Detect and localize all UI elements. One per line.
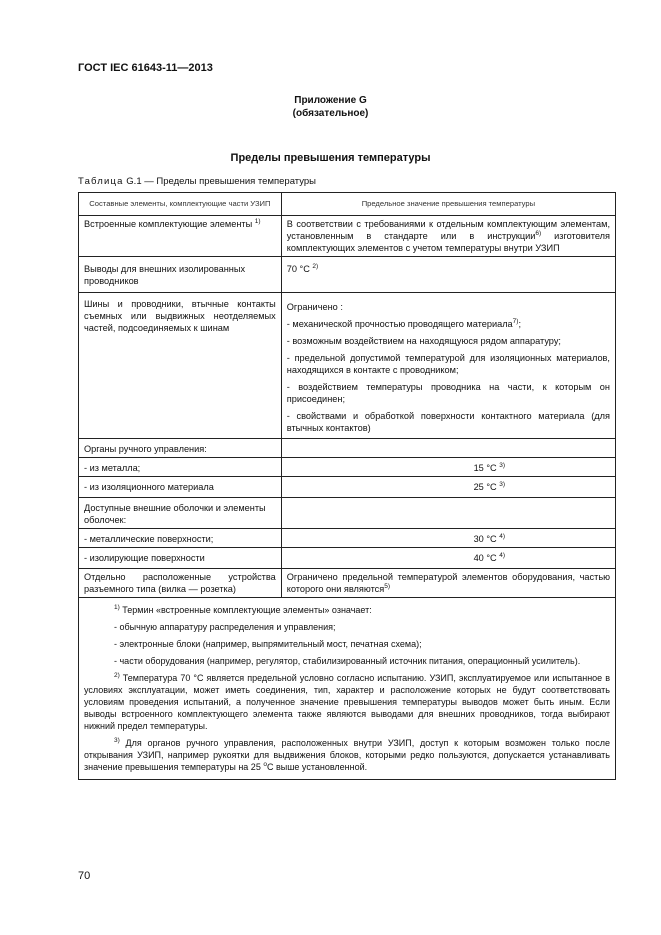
cell-text: - из металла; — [84, 463, 141, 473]
cell-text: Органы ручного управления: — [84, 444, 207, 454]
list-item: - свойствами и обработкой поверхности контактного материала (для втычных контактов) — [286, 411, 610, 433]
table-row — [79, 293, 616, 439]
table-cell — [79, 548, 282, 569]
table-header-row — [79, 193, 616, 216]
footnote-ref: 4) — [499, 532, 505, 540]
table-cell — [79, 216, 282, 257]
table-cell — [281, 439, 615, 458]
table-cell — [281, 477, 615, 498]
table-notes-row — [79, 598, 616, 780]
cell-text: - из изоляционного материала — [84, 482, 214, 492]
table-cell — [281, 529, 615, 548]
column-header-limit: Предельное значение превышения температуры — [281, 193, 615, 216]
cell-text: Ограничено : — [286, 302, 343, 312]
footnote-ref: 6) — [535, 229, 542, 237]
footnote-ref: 4) — [499, 551, 505, 559]
table-cell — [79, 439, 282, 458]
table-cell — [79, 529, 282, 548]
table-cell — [281, 458, 615, 477]
note-1-item: - обычную аппаратуру распределения и управления; — [114, 622, 336, 632]
table-notes — [79, 598, 616, 780]
cell-text: Выводы для внешних изолированных проводников — [84, 264, 246, 286]
table-cell — [281, 498, 615, 529]
cell-text: 70 °С — [286, 264, 310, 274]
table-cell — [281, 569, 615, 598]
table-cell — [79, 498, 282, 529]
table-row — [79, 548, 616, 569]
list-item: - предельной допустимой температурой для изоляционных материалов, находящихся в контакте с проводником; — [286, 353, 610, 375]
note-1: $^{1)}$ Термин «встроенные комплектующие элементы» означает: — [114, 604, 372, 615]
section-title: Пределы превышения температуры — [230, 152, 431, 164]
table-row — [79, 458, 616, 477]
footnote-ref: 3) — [499, 461, 505, 469]
cell-text: изготовителя комплектующих элементов с учетом температуры внутри УЗИП — [286, 231, 610, 253]
table-caption-text: — Пределы превышения температуры — [141, 176, 316, 187]
footnote-ref: 1) — [254, 217, 261, 225]
note-2: $^{2)}$ Температура 70 °С является предельной условно согласно испытанию. УЗИП, эксплуатируемое или испытанное в условиях эксплуатации, может иметь соединения, тип, характер и расположение которых не будут соответствовать условиям проведения испытаний, а полученное значение превышения температуры выводов может быть иным. Если выводы встроенного комплектующего элемента также являются выводами для внешних проводников, тогда выбирают нижний предел температуры. — [84, 672, 610, 731]
table-cell — [79, 293, 282, 439]
table-row — [79, 439, 616, 458]
cell-text: Шины и проводники, втычные контакты съемных или выдвижных неотделяемых частей, подсоединяемых к шинам — [84, 299, 276, 333]
document-code: ГОСТ IEC 61643-11—2013 — [78, 62, 213, 74]
cell-text: Ограничено предельной температурой элементов оборудования, частью которого они являются — [286, 572, 610, 594]
table-row — [79, 477, 616, 498]
cell-text: Встроенные комплектующие элементы — [84, 219, 253, 229]
table-row — [79, 216, 616, 257]
cell-value: 30 °С — [473, 534, 497, 544]
cell-value: 15 °С — [473, 463, 497, 473]
cell-text: - металлические поверхности; — [84, 534, 214, 544]
table-cell — [79, 477, 282, 498]
table-cell — [281, 548, 615, 569]
note-1-item: - части оборудования (например, регулятор, стабилизированный источник питания, операционный усилитель). — [114, 656, 581, 666]
appendix-heading — [0, 94, 661, 120]
list-item: - механической прочностью проводящего материала$^{7)}$; — [286, 317, 522, 329]
table-cell — [79, 458, 282, 477]
table-row — [79, 569, 616, 598]
cell-value: 25 °С — [473, 482, 497, 492]
column-header-components: Составные элементы, комплектующие части УЗИП — [79, 193, 282, 216]
table-cell — [281, 293, 615, 439]
footnote-ref: 5) — [384, 582, 391, 590]
footnote-ref: 7) — [512, 317, 519, 325]
appendix-subtitle: (обязательное) — [292, 108, 369, 119]
footnote-ref: 3) — [499, 480, 505, 488]
temperature-limits-table — [78, 192, 616, 780]
table-cell — [281, 257, 615, 293]
table-row — [79, 257, 616, 293]
list-item: - воздействием температуры проводника на части, к которым он присоединен; — [286, 382, 610, 404]
cell-text: Отдельно расположенные устройства разъемного типа (вилка — розетка) — [84, 572, 276, 594]
note-1-item: - электронные блоки (например, выпрямительный мост, печатная схема); — [114, 639, 422, 649]
table-cell — [79, 569, 282, 598]
table-cell — [79, 257, 282, 293]
list-item: - возможным воздействием на находящуюся рядом аппаратуру; — [286, 336, 561, 346]
table-row — [79, 529, 616, 548]
page-number: 70 — [78, 870, 91, 882]
table-caption — [78, 176, 316, 187]
cell-text: Доступные внешние оболочки и элементы оболочек: — [84, 503, 266, 525]
table-row — [79, 498, 616, 529]
cell-text: - изолирующие поверхности — [84, 553, 205, 563]
table-caption-number: G.1 — [126, 176, 142, 187]
footnote-ref: 2) — [312, 262, 319, 270]
table-cell — [281, 216, 615, 257]
table-caption-prefix: Таблица — [78, 176, 124, 187]
cell-text: В соответствии с требованиями к отдельным комплектующим элементам, установленным в стандарте или в инструкции — [286, 219, 610, 241]
cell-value: 40 °С — [473, 553, 497, 563]
appendix-title: Приложение G — [294, 95, 367, 106]
note-3: $^{3)}$ Для органов ручного управления, расположенных внутри УЗИП, доступ к которым возможен только после открывания УЗИП, например рукоятки для выдвижения блоков, которыми редко пользуются, допускается устанавливать значение превышения температуры на 25 $^о$С выше установленной. — [84, 737, 610, 772]
